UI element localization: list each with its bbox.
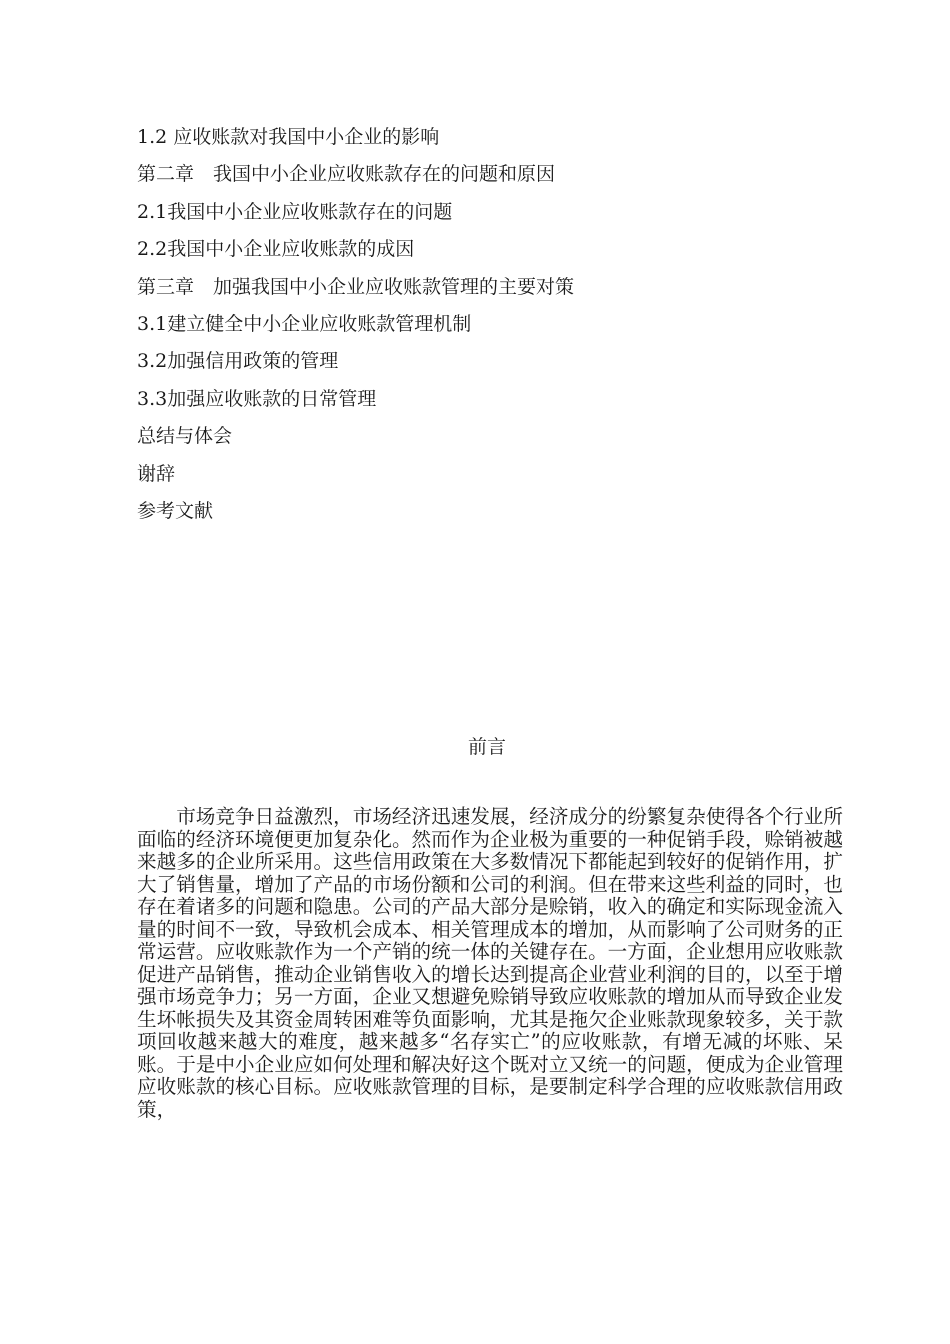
toc-item: 谢辞 [137,462,176,485]
toc-item: 3.2加强信用政策的管理 [137,350,339,373]
toc-item: 2.1我国中小企业应收账款存在的问题 [137,200,453,223]
table-of-contents [137,119,837,530]
preface-paragraph: 市场竞争日益激烈，市场经济迅速发展，经济成分的纷繁复杂使得各个行业所面临的经济环境便更加复杂化。然而作为企业极为重要的一种促销手段，赊销被越来越多的企业所采用。这些信用政策在大多数情况下都能起到较好的促销作用，扩大了销售量，增加了产品的市场份额和公司的利润。但在带来这些利益的同时，也存在着诸多的问题和隐患。公司的产品大部分是赊销，收入的确定和实际现金流入量的时间不一致，导致机会成本、相关管理成本的增加，从而影响了公司财务的正常运营。应收账款作为一个产销的统一体的关键存在。一方面，企业想用应收账款促进产品销售，推动企业销售收入的增长达到提高企业营业利润的目的，以至于增强市场竞争力；另一方面，企业又想避免赊销导致应收账款的增加从而导致企业发生坏帐损失及其资金周转困难等负面影响，尤其是拖欠企业账款现象较多，关于款项回收越来越大的难度，越来越多“名存实亡”的应收账款，有增无减的坏账、呆账。于是中小企业应如何处理和解决好这个既对立又统一的问题，便成为企业管理应收账款的核心目标。应收账款管理的目标，是要制定科学合理的应收账款信用政策， [137,805,843,1121]
toc-item: 总结与体会 [137,425,233,448]
toc-item: 参考文献 [137,499,214,522]
toc-item: 2.2我国中小企业应收账款的成因 [137,238,415,261]
toc-item: 第二章 我国中小企业应收账款存在的问题和原因 [137,163,556,186]
preface-title: 前言 [467,736,506,758]
toc-item: 第三章 加强我国中小企业应收账款管理的主要对策 [137,275,575,298]
toc-item: 3.1建立健全中小企业应收账款管理机制 [137,312,472,335]
toc-item: 1.2 应收账款对我国中小企业的影响 [137,126,440,148]
toc-item: 3.3加强应收账款的日常管理 [137,387,377,410]
